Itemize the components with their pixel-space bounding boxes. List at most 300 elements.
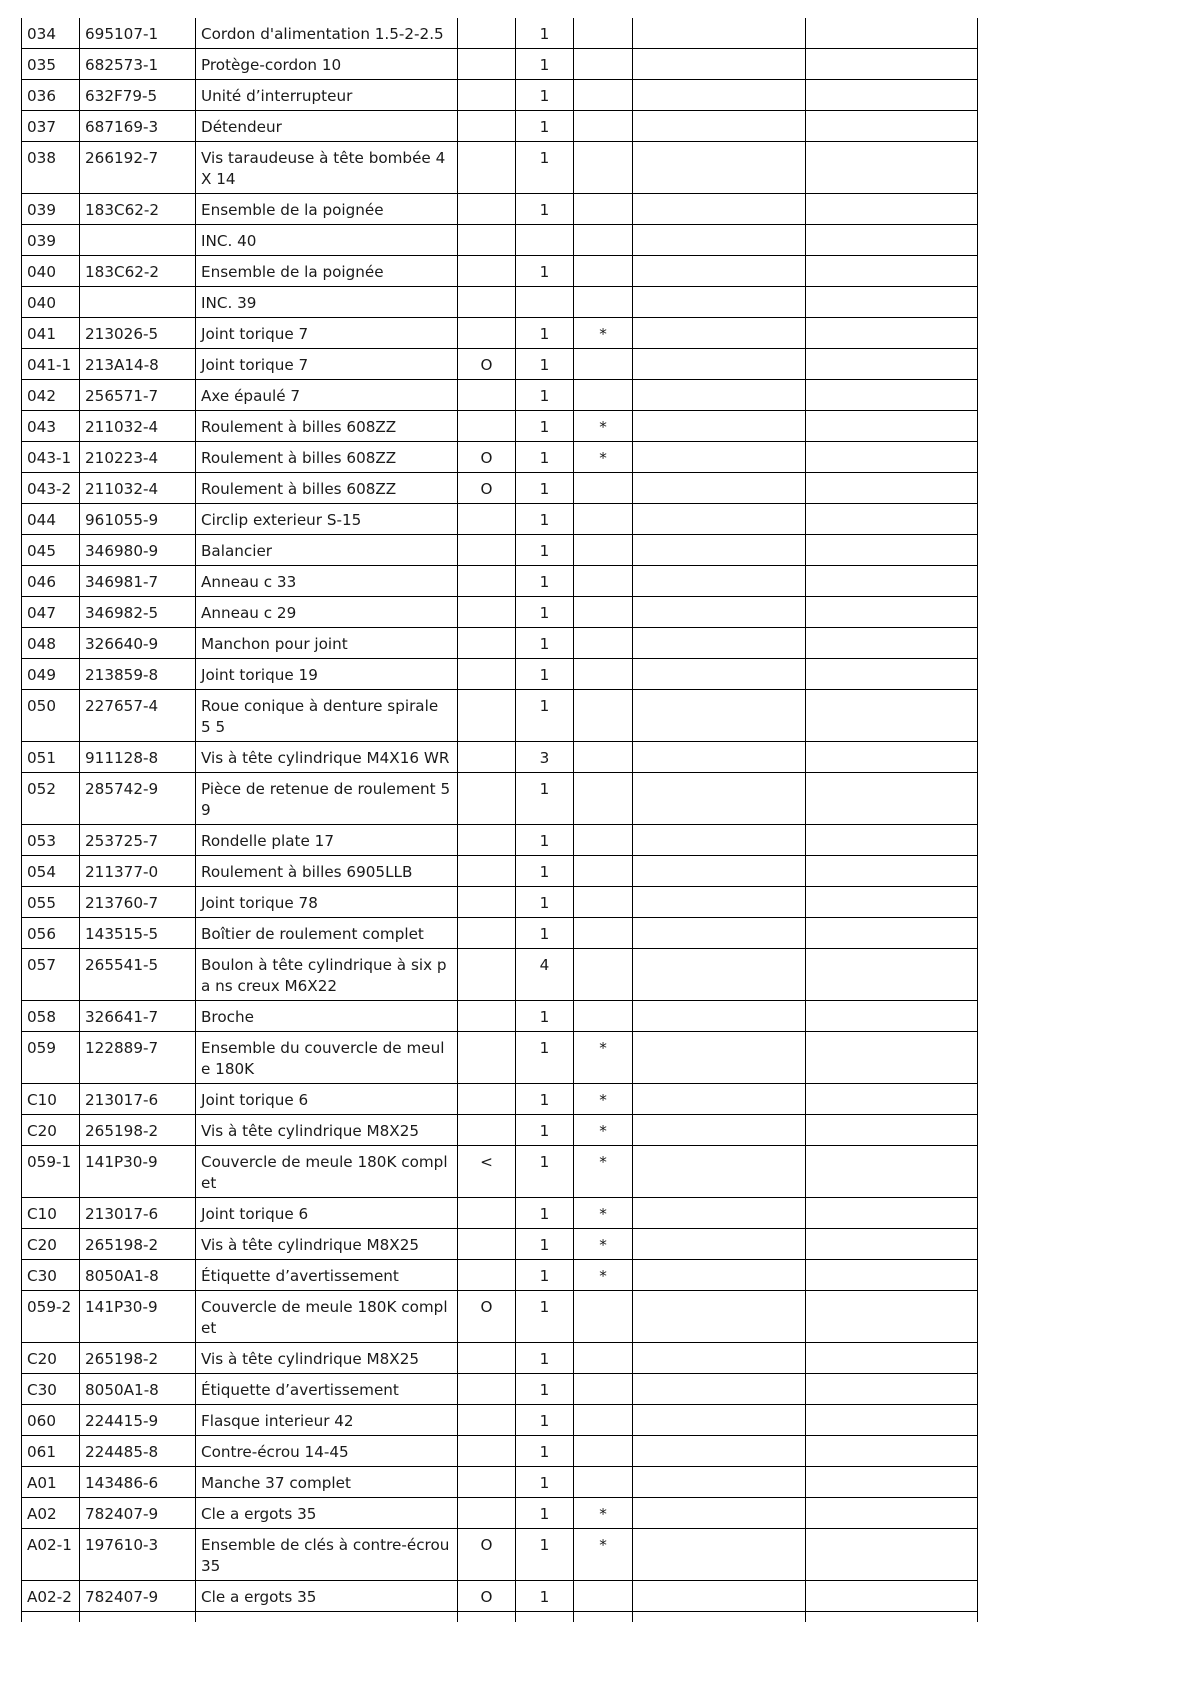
part-number-cell: 326641-7 (80, 1001, 196, 1032)
ref-cell: 061 (22, 1436, 80, 1467)
quantity-cell: 1 (516, 442, 574, 473)
quantity-cell: 1 (516, 1581, 574, 1612)
part-number-cell: 8050A1-8 (80, 1260, 196, 1291)
note-cell (574, 856, 633, 887)
ref-cell: 039 (22, 194, 80, 225)
empty-cell (806, 194, 978, 225)
empty-cell (806, 1343, 978, 1374)
empty-cell (633, 566, 806, 597)
description-cell: Cle a ergots 35 (196, 1581, 458, 1612)
quantity-cell: 1 (516, 1467, 574, 1498)
part-number-cell (80, 225, 196, 256)
table-row (22, 111, 978, 142)
empty-cell (806, 504, 978, 535)
option-cell (458, 49, 516, 80)
ref-cell: 046 (22, 566, 80, 597)
table-row-continuation (22, 1612, 978, 1623)
ref-cell: 034 (22, 18, 80, 49)
empty-cell (806, 949, 978, 1001)
part-number-cell: 213A14-8 (80, 349, 196, 380)
part-number-cell: 265541-5 (80, 949, 196, 1001)
option-cell (458, 111, 516, 142)
note-cell (574, 690, 633, 742)
empty-cell (633, 1084, 806, 1115)
empty-cell (633, 256, 806, 287)
option-cell (458, 80, 516, 111)
note-cell: * (574, 1229, 633, 1260)
part-number-cell: 256571-7 (80, 380, 196, 411)
quantity-cell: 1 (516, 1146, 574, 1198)
quantity-cell: 1 (516, 1001, 574, 1032)
ref-cell: 055 (22, 887, 80, 918)
description-cell: Manchon pour joint (196, 628, 458, 659)
note-cell (574, 80, 633, 111)
empty-cell (806, 442, 978, 473)
note-cell (574, 111, 633, 142)
empty-cell (806, 225, 978, 256)
quantity-cell: 1 (516, 142, 574, 194)
part-number-cell: 782407-9 (80, 1581, 196, 1612)
ref-cell: C10 (22, 1198, 80, 1229)
quantity-cell: 4 (516, 949, 574, 1001)
table-row (22, 142, 978, 194)
note-cell (574, 256, 633, 287)
table-row (22, 856, 978, 887)
empty-cell (806, 1001, 978, 1032)
part-number-cell: 8050A1-8 (80, 1374, 196, 1405)
option-cell (458, 1467, 516, 1498)
empty-cell (633, 1146, 806, 1198)
empty-cell (516, 1612, 574, 1623)
part-number-cell: 682573-1 (80, 49, 196, 80)
description-cell: Unité d’interrupteur (196, 80, 458, 111)
note-cell (574, 504, 633, 535)
part-number-cell: 911128-8 (80, 742, 196, 773)
empty-cell (633, 49, 806, 80)
part-number-cell: 122889-7 (80, 1032, 196, 1084)
table-row (22, 1115, 978, 1146)
description-cell: Joint torique 19 (196, 659, 458, 690)
empty-cell (633, 856, 806, 887)
note-cell (574, 349, 633, 380)
option-cell (458, 887, 516, 918)
description-cell: Couvercle de meule 180K compl et (196, 1146, 458, 1198)
part-number-cell: 211032-4 (80, 411, 196, 442)
table-row (22, 1260, 978, 1291)
table-row (22, 1198, 978, 1229)
quantity-cell (516, 225, 574, 256)
note-cell: * (574, 1498, 633, 1529)
table-row (22, 1032, 978, 1084)
note-cell (574, 659, 633, 690)
empty-cell (806, 1498, 978, 1529)
ref-cell: C20 (22, 1229, 80, 1260)
quantity-cell: 1 (516, 597, 574, 628)
note-cell (574, 949, 633, 1001)
empty-cell (806, 535, 978, 566)
quantity-cell: 3 (516, 742, 574, 773)
description-cell: Pièce de retenue de roulement 5 9 (196, 773, 458, 825)
option-cell (458, 1229, 516, 1260)
note-cell (574, 473, 633, 504)
empty-cell (806, 1032, 978, 1084)
quantity-cell: 1 (516, 80, 574, 111)
part-number-cell: 253725-7 (80, 825, 196, 856)
quantity-cell: 1 (516, 411, 574, 442)
ref-cell: A02-2 (22, 1581, 80, 1612)
quantity-cell: 1 (516, 1405, 574, 1436)
table-row (22, 504, 978, 535)
quantity-cell: 1 (516, 566, 574, 597)
empty-cell (806, 1374, 978, 1405)
option-cell (458, 1001, 516, 1032)
table-row (22, 256, 978, 287)
quantity-cell: 1 (516, 473, 574, 504)
empty-cell (806, 1467, 978, 1498)
option-cell (458, 225, 516, 256)
empty-cell (806, 1229, 978, 1260)
description-cell: Ensemble du couvercle de meule 180K (196, 1032, 458, 1084)
empty-cell (806, 1198, 978, 1229)
description-cell: Boîtier de roulement complet (196, 918, 458, 949)
ref-cell: 035 (22, 49, 80, 80)
empty-cell (806, 473, 978, 504)
empty-cell (806, 628, 978, 659)
table-row (22, 597, 978, 628)
ref-cell: C20 (22, 1343, 80, 1374)
option-cell (458, 628, 516, 659)
ref-cell: 047 (22, 597, 80, 628)
table-row (22, 1229, 978, 1260)
quantity-cell: 1 (516, 690, 574, 742)
quantity-cell: 1 (516, 380, 574, 411)
description-cell: INC. 40 (196, 225, 458, 256)
quantity-cell: 1 (516, 49, 574, 80)
table-row (22, 1405, 978, 1436)
option-cell (458, 1405, 516, 1436)
ref-cell: 049 (22, 659, 80, 690)
ref-cell: 038 (22, 142, 80, 194)
table-row (22, 442, 978, 473)
part-number-cell: 143486-6 (80, 1467, 196, 1498)
note-cell (574, 225, 633, 256)
description-cell: Vis à tête cylindrique M8X25 (196, 1229, 458, 1260)
note-cell (574, 918, 633, 949)
empty-cell (633, 535, 806, 566)
note-cell (574, 194, 633, 225)
description-cell: Cle a ergots 35 (196, 1498, 458, 1529)
note-cell (574, 1343, 633, 1374)
note-cell (574, 825, 633, 856)
empty-cell (633, 1229, 806, 1260)
option-cell (458, 256, 516, 287)
quantity-cell: 1 (516, 18, 574, 49)
option-cell (458, 1032, 516, 1084)
note-cell: * (574, 1084, 633, 1115)
part-number-cell: 211032-4 (80, 473, 196, 504)
empty-cell (633, 111, 806, 142)
empty-cell (806, 1084, 978, 1115)
option-cell (458, 566, 516, 597)
description-cell: Joint torique 78 (196, 887, 458, 918)
quantity-cell: 1 (516, 1115, 574, 1146)
empty-cell (806, 1612, 978, 1623)
quantity-cell: 1 (516, 1260, 574, 1291)
option-cell: O (458, 1581, 516, 1612)
ref-cell: 040 (22, 256, 80, 287)
note-cell (574, 1405, 633, 1436)
empty-cell (633, 742, 806, 773)
table-row (22, 225, 978, 256)
table-row (22, 411, 978, 442)
part-number-cell: 782407-9 (80, 1498, 196, 1529)
empty-cell (574, 1612, 633, 1623)
option-cell (458, 1436, 516, 1467)
ref-cell: 050 (22, 690, 80, 742)
part-number-cell (80, 287, 196, 318)
empty-cell (22, 1612, 80, 1623)
ref-cell: 043 (22, 411, 80, 442)
option-cell (458, 287, 516, 318)
note-cell (574, 1001, 633, 1032)
empty-cell (806, 18, 978, 49)
option-cell (458, 504, 516, 535)
empty-cell (633, 690, 806, 742)
empty-cell (806, 825, 978, 856)
empty-cell (806, 856, 978, 887)
ref-cell: 041 (22, 318, 80, 349)
parts-list-sheet (21, 18, 977, 1622)
note-cell (574, 1291, 633, 1343)
empty-cell (633, 1374, 806, 1405)
table-row (22, 535, 978, 566)
description-cell: INC. 39 (196, 287, 458, 318)
part-number-cell: 183C62-2 (80, 256, 196, 287)
option-cell (458, 380, 516, 411)
table-row (22, 566, 978, 597)
empty-cell (633, 225, 806, 256)
table-row (22, 1529, 978, 1581)
ref-cell: 059-1 (22, 1146, 80, 1198)
table-row (22, 18, 978, 49)
empty-cell (806, 1581, 978, 1612)
description-cell: Manche 37 complet (196, 1467, 458, 1498)
option-cell (458, 1260, 516, 1291)
note-cell: * (574, 1032, 633, 1084)
part-number-cell: 141P30-9 (80, 1146, 196, 1198)
note-cell (574, 18, 633, 49)
option-cell (458, 142, 516, 194)
description-cell: Balancier (196, 535, 458, 566)
description-cell: Ensemble de la poignée (196, 256, 458, 287)
part-number-cell: 227657-4 (80, 690, 196, 742)
empty-cell (806, 111, 978, 142)
note-cell (574, 1436, 633, 1467)
empty-cell (806, 918, 978, 949)
description-cell: Anneau c 33 (196, 566, 458, 597)
parts-table-body (22, 18, 978, 1622)
table-row (22, 1581, 978, 1612)
table-row (22, 287, 978, 318)
empty-cell (806, 1291, 978, 1343)
note-cell (574, 1467, 633, 1498)
option-cell (458, 1084, 516, 1115)
option-cell (458, 949, 516, 1001)
empty-cell (633, 1291, 806, 1343)
empty-cell (806, 1529, 978, 1581)
ref-cell: 048 (22, 628, 80, 659)
option-cell (458, 194, 516, 225)
table-row (22, 49, 978, 80)
empty-cell (806, 256, 978, 287)
empty-cell (633, 628, 806, 659)
table-row (22, 1436, 978, 1467)
empty-cell (633, 918, 806, 949)
quantity-cell: 1 (516, 1032, 574, 1084)
quantity-cell: 1 (516, 659, 574, 690)
quantity-cell: 1 (516, 628, 574, 659)
parts-table (21, 18, 978, 1622)
part-number-cell: 224485-8 (80, 1436, 196, 1467)
quantity-cell: 1 (516, 111, 574, 142)
option-cell: O (458, 442, 516, 473)
ref-cell: 059-2 (22, 1291, 80, 1343)
part-number-cell: 326640-9 (80, 628, 196, 659)
note-cell (574, 597, 633, 628)
quantity-cell: 1 (516, 1374, 574, 1405)
quantity-cell: 1 (516, 918, 574, 949)
quantity-cell: 1 (516, 1498, 574, 1529)
empty-cell (633, 194, 806, 225)
ref-cell: 044 (22, 504, 80, 535)
note-cell: * (574, 1146, 633, 1198)
quantity-cell: 1 (516, 535, 574, 566)
part-number-cell: 632F79-5 (80, 80, 196, 111)
quantity-cell: 1 (516, 1291, 574, 1343)
empty-cell (633, 1467, 806, 1498)
description-cell: Vis taraudeuse à tête bombée 4X 14 (196, 142, 458, 194)
part-number-cell: 346980-9 (80, 535, 196, 566)
ref-cell: 036 (22, 80, 80, 111)
note-cell (574, 49, 633, 80)
ref-cell: C20 (22, 1115, 80, 1146)
part-number-cell: 183C62-2 (80, 194, 196, 225)
quantity-cell: 1 (516, 887, 574, 918)
description-cell: Ensemble de la poignée (196, 194, 458, 225)
quantity-cell: 1 (516, 194, 574, 225)
quantity-cell: 1 (516, 318, 574, 349)
empty-cell (633, 1260, 806, 1291)
table-row (22, 773, 978, 825)
table-row (22, 349, 978, 380)
empty-cell (633, 825, 806, 856)
empty-cell (633, 1032, 806, 1084)
description-cell: Roue conique à denture spirale 5 5 (196, 690, 458, 742)
quantity-cell (516, 287, 574, 318)
part-number-cell: 687169-3 (80, 111, 196, 142)
note-cell (574, 1374, 633, 1405)
part-number-cell: 961055-9 (80, 504, 196, 535)
part-number-cell: 266192-7 (80, 142, 196, 194)
option-cell (458, 18, 516, 49)
description-cell: Détendeur (196, 111, 458, 142)
empty-cell (633, 473, 806, 504)
empty-cell (806, 1436, 978, 1467)
description-cell: Flasque interieur 42 (196, 1405, 458, 1436)
note-cell (574, 887, 633, 918)
part-number-cell: 695107-1 (80, 18, 196, 49)
ref-cell: A02-1 (22, 1529, 80, 1581)
empty-cell (806, 380, 978, 411)
empty-cell (633, 442, 806, 473)
ref-cell: 060 (22, 1405, 80, 1436)
note-cell: * (574, 1260, 633, 1291)
note-cell (574, 142, 633, 194)
note-cell (574, 566, 633, 597)
description-cell: Axe épaulé 7 (196, 380, 458, 411)
note-cell (574, 742, 633, 773)
empty-cell (633, 949, 806, 1001)
empty-cell (633, 659, 806, 690)
table-row (22, 887, 978, 918)
description-cell: Protège-cordon 10 (196, 49, 458, 80)
description-cell: Étiquette d’avertissement (196, 1374, 458, 1405)
part-number-cell: 213760-7 (80, 887, 196, 918)
option-cell (458, 825, 516, 856)
empty-cell (633, 411, 806, 442)
table-row (22, 1374, 978, 1405)
quantity-cell: 1 (516, 825, 574, 856)
empty-cell (633, 1612, 806, 1623)
part-number-cell: 141P30-9 (80, 1291, 196, 1343)
description-cell: Vis à tête cylindrique M8X25 (196, 1115, 458, 1146)
empty-cell (806, 1146, 978, 1198)
table-row (22, 949, 978, 1001)
ref-cell: 040 (22, 287, 80, 318)
option-cell (458, 1498, 516, 1529)
empty-cell (633, 1343, 806, 1374)
description-cell: Ensemble de clés à contre-écrou 35 (196, 1529, 458, 1581)
part-number-cell: 224415-9 (80, 1405, 196, 1436)
option-cell (458, 690, 516, 742)
quantity-cell: 1 (516, 1343, 574, 1374)
table-row (22, 194, 978, 225)
ref-cell: 052 (22, 773, 80, 825)
description-cell: Étiquette d’avertissement (196, 1260, 458, 1291)
table-row (22, 1146, 978, 1198)
quantity-cell: 1 (516, 1229, 574, 1260)
part-number-cell: 346982-5 (80, 597, 196, 628)
description-cell: Cordon d'alimentation 1.5-2-2.5 (196, 18, 458, 49)
part-number-cell: 265198-2 (80, 1229, 196, 1260)
empty-cell (806, 80, 978, 111)
ref-cell: 045 (22, 535, 80, 566)
empty-cell (458, 1612, 516, 1623)
description-cell: Couvercle de meule 180K compl et (196, 1291, 458, 1343)
part-number-cell: 265198-2 (80, 1115, 196, 1146)
table-row (22, 628, 978, 659)
empty-cell (806, 659, 978, 690)
note-cell: * (574, 1198, 633, 1229)
part-number-cell: 285742-9 (80, 773, 196, 825)
table-row (22, 659, 978, 690)
ref-cell: 037 (22, 111, 80, 142)
option-cell: O (458, 473, 516, 504)
note-cell: * (574, 1529, 633, 1581)
quantity-cell: 1 (516, 1198, 574, 1229)
quantity-cell: 1 (516, 349, 574, 380)
table-row (22, 1498, 978, 1529)
